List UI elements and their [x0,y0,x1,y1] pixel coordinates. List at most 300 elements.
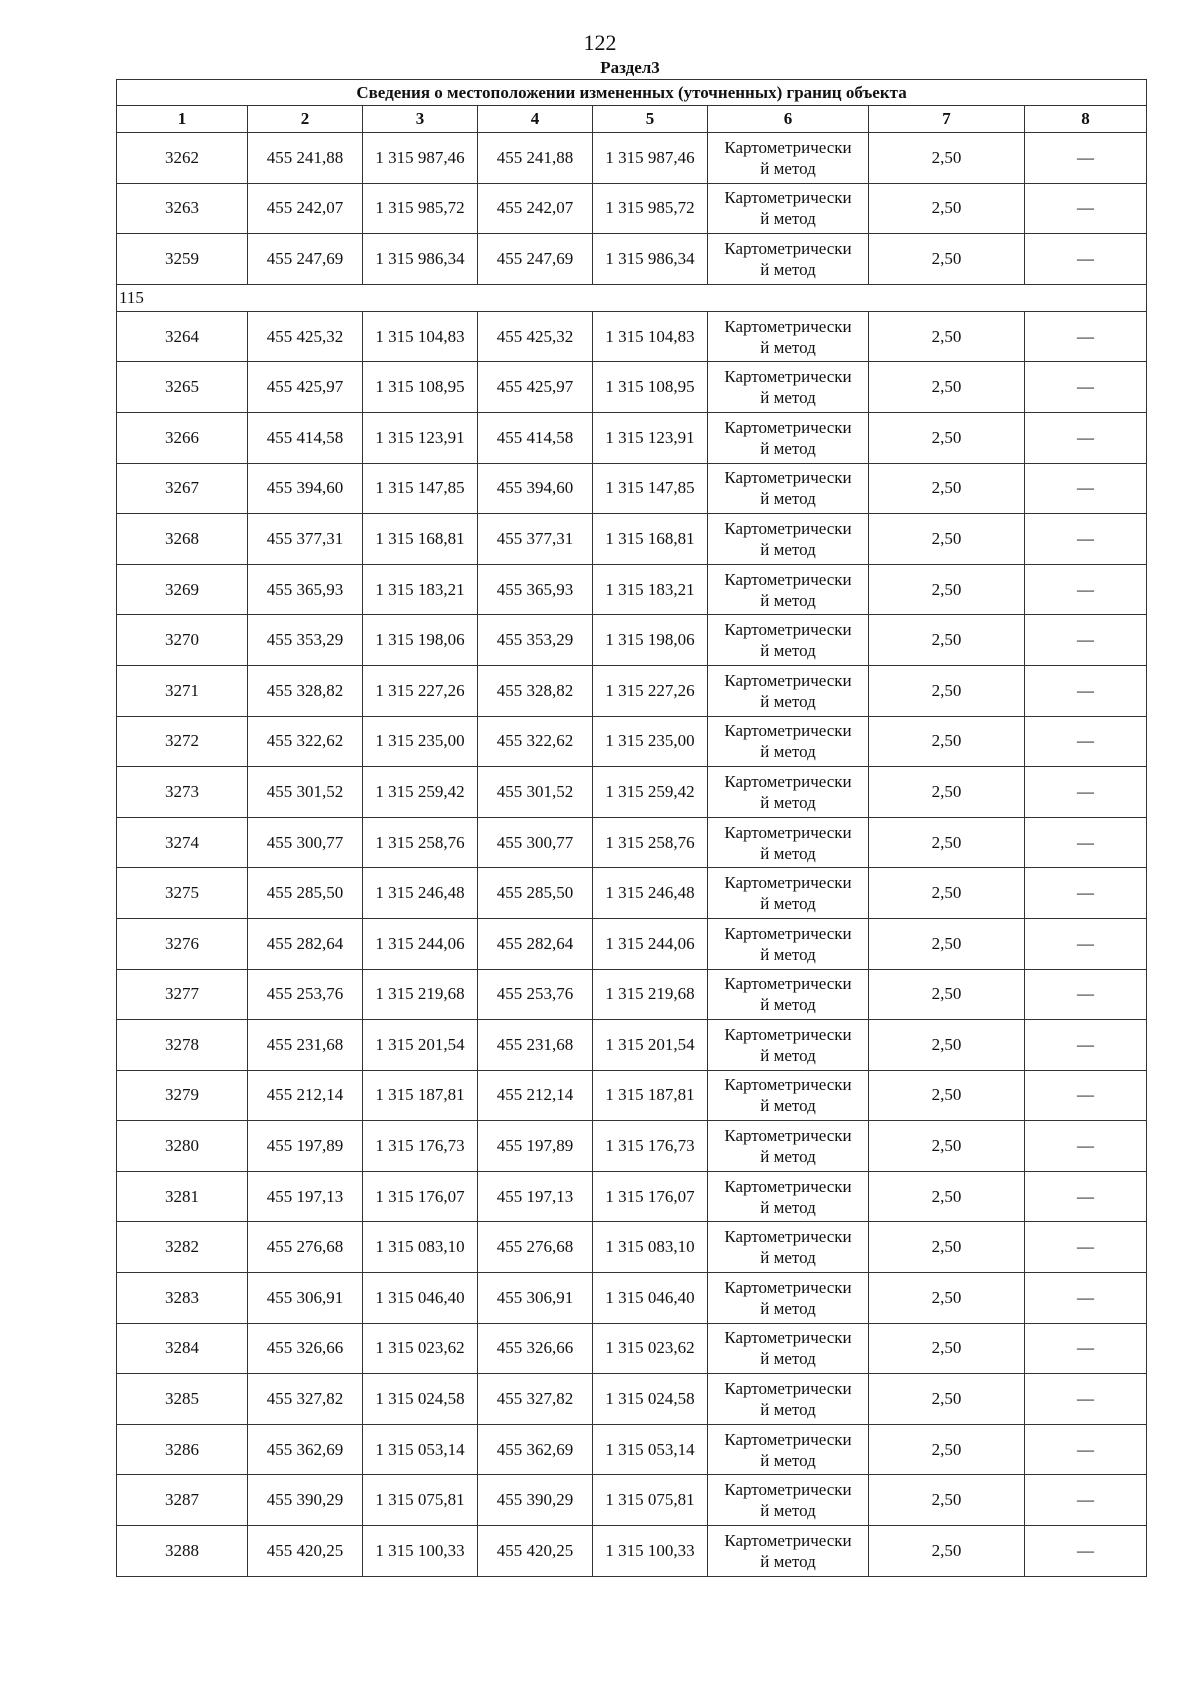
y-coordinate-cell: 1 315 108,95 [363,362,478,413]
y-coordinate-cell: 1 315 258,76 [363,817,478,868]
accuracy-cell: 2,50 [869,234,1025,285]
method-text-line1: Картометрически [724,670,852,690]
method-cell [708,868,869,919]
x-coordinate-cell: 455 414,58 [248,412,363,463]
accuracy-cell: 2,50 [869,1475,1025,1526]
y-coordinate-new-cell: 1 315 183,21 [593,564,708,615]
table-row [117,362,1147,413]
x-coordinate-cell: 455 300,77 [248,817,363,868]
method-cell [708,564,869,615]
accuracy-cell: 2,50 [869,1374,1025,1425]
x-coordinate-cell: 455 276,68 [248,1222,363,1273]
table-row [117,868,1147,919]
description-cell: — [1025,1020,1147,1071]
description-cell: — [1025,1526,1147,1577]
method-text-line2: й метод [760,843,816,863]
description-cell: — [1025,817,1147,868]
x-coordinate-new-cell: 455 377,31 [478,514,593,565]
x-coordinate-new-cell: 455 362,69 [478,1424,593,1475]
y-coordinate-new-cell: 1 315 104,83 [593,311,708,362]
y-coordinate-new-cell: 1 315 123,91 [593,412,708,463]
point-number-cell: 3265 [117,362,248,413]
method-text-line1: Картометрически [724,1328,852,1348]
accuracy-cell: 2,50 [869,1323,1025,1374]
y-coordinate-new-cell: 1 315 259,42 [593,767,708,818]
y-coordinate-cell: 1 315 075,81 [363,1475,478,1526]
method-text-line1: Картометрически [724,620,852,640]
table-row [117,1222,1147,1273]
method-cell [708,311,869,362]
y-coordinate-new-cell: 1 315 176,07 [593,1171,708,1222]
method-text-line2: й метод [760,641,816,661]
method-text-line1: Картометрически [724,771,852,791]
x-coordinate-new-cell: 455 282,64 [478,918,593,969]
table-row [117,665,1147,716]
method-cell [708,918,869,969]
x-coordinate-new-cell: 455 242,07 [478,183,593,234]
table-row [117,133,1147,184]
x-coordinate-cell: 455 326,66 [248,1323,363,1374]
column-header: 3 [363,106,478,133]
x-coordinate-new-cell: 455 241,88 [478,133,593,184]
method-text-line2: й метод [760,1501,816,1521]
x-coordinate-cell: 455 328,82 [248,665,363,716]
description-cell: — [1025,1273,1147,1324]
y-coordinate-cell: 1 315 176,07 [363,1171,478,1222]
method-cell [708,1171,869,1222]
method-text-line1: Картометрически [724,923,852,943]
table-row [117,1374,1147,1425]
accuracy-cell: 2,50 [869,133,1025,184]
method-text-line2: й метод [760,209,816,229]
column-header: 6 [708,106,869,133]
method-text-line1: Картометрически [724,1277,852,1297]
method-text-line2: й метод [760,158,816,178]
y-coordinate-cell: 1 315 183,21 [363,564,478,615]
description-cell: — [1025,1171,1147,1222]
y-coordinate-cell: 1 315 083,10 [363,1222,478,1273]
method-text-line1: Картометрически [724,721,852,741]
coordinates-table [116,79,1147,1577]
method-cell [708,767,869,818]
method-cell [708,1526,869,1577]
y-coordinate-cell: 1 315 259,42 [363,767,478,818]
accuracy-cell: 2,50 [869,1273,1025,1324]
x-coordinate-new-cell: 455 322,62 [478,716,593,767]
point-number-cell: 3284 [117,1323,248,1374]
method-text-line2: й метод [760,1400,816,1420]
method-cell [708,615,869,666]
y-coordinate-new-cell: 1 315 985,72 [593,183,708,234]
method-text-line2: й метод [760,1298,816,1318]
table-row [117,817,1147,868]
y-coordinate-new-cell: 1 315 235,00 [593,716,708,767]
y-coordinate-cell: 1 315 053,14 [363,1424,478,1475]
method-text-line1: Картометрически [724,1530,852,1550]
method-text-line1: Картометрически [724,569,852,589]
method-cell [708,969,869,1020]
table-row [117,311,1147,362]
y-coordinate-cell: 1 315 104,83 [363,311,478,362]
y-coordinate-cell: 1 315 168,81 [363,514,478,565]
x-coordinate-cell: 455 197,13 [248,1171,363,1222]
method-text-line1: Картометрически [724,1480,852,1500]
description-cell: — [1025,362,1147,413]
x-coordinate-new-cell: 455 425,97 [478,362,593,413]
column-header: 4 [478,106,593,133]
group-label: 115 [117,284,1147,311]
accuracy-cell: 2,50 [869,1070,1025,1121]
description-cell: — [1025,918,1147,969]
x-coordinate-new-cell: 455 300,77 [478,817,593,868]
table-title: Сведения о местоположении измененных (уточненных) границ объекта [117,80,1147,106]
method-text-line2: й метод [760,995,816,1015]
y-coordinate-cell: 1 315 985,72 [363,183,478,234]
x-coordinate-new-cell: 455 425,32 [478,311,593,362]
accuracy-cell: 2,50 [869,868,1025,919]
table-row [117,564,1147,615]
point-number-cell: 3287 [117,1475,248,1526]
x-coordinate-cell: 455 285,50 [248,868,363,919]
method-cell [708,514,869,565]
method-cell [708,183,869,234]
accuracy-cell: 2,50 [869,183,1025,234]
description-cell: — [1025,1475,1147,1526]
x-coordinate-cell: 455 322,62 [248,716,363,767]
point-number-cell: 3277 [117,969,248,1020]
method-text-line2: й метод [760,691,816,711]
method-text-line2: й метод [760,894,816,914]
y-coordinate-cell: 1 315 219,68 [363,969,478,1020]
point-number-cell: 3276 [117,918,248,969]
description-cell: — [1025,1424,1147,1475]
method-text-line2: й метод [760,1197,816,1217]
method-text-line1: Картометрически [724,137,852,157]
y-coordinate-new-cell: 1 315 100,33 [593,1526,708,1577]
table-row [117,969,1147,1020]
y-coordinate-cell: 1 315 198,06 [363,615,478,666]
method-text-line1: Картометрически [724,1429,852,1449]
method-text-line2: й метод [760,539,816,559]
y-coordinate-new-cell: 1 315 244,06 [593,918,708,969]
x-coordinate-cell: 455 327,82 [248,1374,363,1425]
point-number-cell: 3259 [117,234,248,285]
table-row [117,1475,1147,1526]
point-number-cell: 3274 [117,817,248,868]
method-text-line1: Картометрически [724,822,852,842]
y-coordinate-new-cell: 1 315 108,95 [593,362,708,413]
point-number-cell: 3269 [117,564,248,615]
point-number-cell: 3271 [117,665,248,716]
table-row [117,1323,1147,1374]
accuracy-cell: 2,50 [869,514,1025,565]
method-text-line1: Картометрически [724,367,852,387]
point-number-cell: 3267 [117,463,248,514]
x-coordinate-new-cell: 455 326,66 [478,1323,593,1374]
method-cell [708,412,869,463]
x-coordinate-new-cell: 455 390,29 [478,1475,593,1526]
method-text-line2: й метод [760,259,816,279]
point-number-cell: 3282 [117,1222,248,1273]
description-cell: — [1025,716,1147,767]
y-coordinate-cell: 1 315 176,73 [363,1121,478,1172]
y-coordinate-cell: 1 315 986,34 [363,234,478,285]
description-cell: — [1025,1374,1147,1425]
x-coordinate-new-cell: 455 394,60 [478,463,593,514]
table-title-row [117,80,1147,106]
method-text-line2: й метод [760,438,816,458]
method-cell [708,1222,869,1273]
method-text-line2: й метод [760,1349,816,1369]
column-header: 2 [248,106,363,133]
point-number-cell: 3286 [117,1424,248,1475]
x-coordinate-new-cell: 455 253,76 [478,969,593,1020]
method-text-line2: й метод [760,1450,816,1470]
x-coordinate-new-cell: 455 353,29 [478,615,593,666]
point-number-cell: 3279 [117,1070,248,1121]
x-coordinate-new-cell: 455 197,13 [478,1171,593,1222]
y-coordinate-new-cell: 1 315 201,54 [593,1020,708,1071]
method-text-line1: Картометрически [724,188,852,208]
description-cell: — [1025,1070,1147,1121]
table-body [117,133,1147,1577]
x-coordinate-new-cell: 455 301,52 [478,767,593,818]
x-coordinate-cell: 455 425,97 [248,362,363,413]
x-coordinate-cell: 455 353,29 [248,615,363,666]
y-coordinate-cell: 1 315 147,85 [363,463,478,514]
method-cell [708,1121,869,1172]
x-coordinate-new-cell: 455 285,50 [478,868,593,919]
x-coordinate-cell: 455 212,14 [248,1070,363,1121]
method-text-line2: й метод [760,792,816,812]
accuracy-cell: 2,50 [869,817,1025,868]
method-cell [708,1020,869,1071]
point-number-cell: 3268 [117,514,248,565]
y-coordinate-cell: 1 315 246,48 [363,868,478,919]
method-text-line1: Картометрически [724,1176,852,1196]
method-cell [708,362,869,413]
accuracy-cell: 2,50 [869,362,1025,413]
point-number-cell: 3273 [117,767,248,818]
method-text-line2: й метод [760,1248,816,1268]
x-coordinate-cell: 455 241,88 [248,133,363,184]
point-number-cell: 3272 [117,716,248,767]
table-row [117,615,1147,666]
method-cell [708,1475,869,1526]
y-coordinate-new-cell: 1 315 083,10 [593,1222,708,1273]
description-cell: — [1025,234,1147,285]
x-coordinate-cell: 455 253,76 [248,969,363,1020]
column-header: 1 [117,106,248,133]
x-coordinate-new-cell: 455 328,82 [478,665,593,716]
description-cell: — [1025,1323,1147,1374]
table-row [117,1424,1147,1475]
table-row [117,1273,1147,1324]
table-row [117,767,1147,818]
description-cell: — [1025,969,1147,1020]
table-header-row [117,106,1147,133]
y-coordinate-cell: 1 315 024,58 [363,1374,478,1425]
y-coordinate-new-cell: 1 315 023,62 [593,1323,708,1374]
table-row [117,716,1147,767]
x-coordinate-cell: 455 394,60 [248,463,363,514]
table-row [117,183,1147,234]
y-coordinate-new-cell: 1 315 147,85 [593,463,708,514]
table-row [117,412,1147,463]
method-cell [708,1374,869,1425]
method-text-line2: й метод [760,944,816,964]
description-cell: — [1025,767,1147,818]
y-coordinate-cell: 1 315 227,26 [363,665,478,716]
y-coordinate-new-cell: 1 315 246,48 [593,868,708,919]
x-coordinate-new-cell: 455 231,68 [478,1020,593,1071]
x-coordinate-new-cell: 455 197,89 [478,1121,593,1172]
description-cell: — [1025,564,1147,615]
x-coordinate-new-cell: 455 420,25 [478,1526,593,1577]
method-text-line1: Картометрически [724,974,852,994]
y-coordinate-cell: 1 315 187,81 [363,1070,478,1121]
method-text-line2: й метод [760,1147,816,1167]
point-number-cell: 3281 [117,1171,248,1222]
method-text-line1: Картометрически [724,417,852,437]
accuracy-cell: 2,50 [869,564,1025,615]
point-number-cell: 3278 [117,1020,248,1071]
description-cell: — [1025,133,1147,184]
x-coordinate-new-cell: 455 414,58 [478,412,593,463]
description-cell: — [1025,1121,1147,1172]
x-coordinate-cell: 455 306,91 [248,1273,363,1324]
y-coordinate-cell: 1 315 123,91 [363,412,478,463]
y-coordinate-new-cell: 1 315 046,40 [593,1273,708,1324]
x-coordinate-new-cell: 455 212,14 [478,1070,593,1121]
method-cell [708,133,869,184]
point-number-cell: 3266 [117,412,248,463]
description-cell: — [1025,463,1147,514]
x-coordinate-new-cell: 455 327,82 [478,1374,593,1425]
y-coordinate-new-cell: 1 315 258,76 [593,817,708,868]
y-coordinate-new-cell: 1 315 219,68 [593,969,708,1020]
point-number-cell: 3270 [117,615,248,666]
method-text-line2: й метод [760,388,816,408]
y-coordinate-new-cell: 1 315 198,06 [593,615,708,666]
method-text-line2: й метод [760,337,816,357]
method-text-line2: й метод [760,489,816,509]
y-coordinate-new-cell: 1 315 168,81 [593,514,708,565]
y-coordinate-new-cell: 1 315 987,46 [593,133,708,184]
method-cell [708,665,869,716]
method-text-line2: й метод [760,742,816,762]
accuracy-cell: 2,50 [869,463,1025,514]
accuracy-cell: 2,50 [869,969,1025,1020]
accuracy-cell: 2,50 [869,716,1025,767]
method-cell [708,1323,869,1374]
description-cell: — [1025,412,1147,463]
table-row [117,918,1147,969]
table-row [117,1171,1147,1222]
table-row [117,234,1147,285]
x-coordinate-new-cell: 455 276,68 [478,1222,593,1273]
method-text-line1: Картометрически [724,873,852,893]
method-text-line2: й метод [760,590,816,610]
description-cell: — [1025,665,1147,716]
y-coordinate-cell: 1 315 244,06 [363,918,478,969]
table-row [117,463,1147,514]
y-coordinate-new-cell: 1 315 075,81 [593,1475,708,1526]
point-number-cell: 3263 [117,183,248,234]
description-cell: — [1025,615,1147,666]
method-cell [708,1424,869,1475]
accuracy-cell: 2,50 [869,1020,1025,1071]
y-coordinate-cell: 1 315 023,62 [363,1323,478,1374]
table-row [117,1020,1147,1071]
y-coordinate-new-cell: 1 315 227,26 [593,665,708,716]
method-text-line1: Картометрически [724,1126,852,1146]
x-coordinate-cell: 455 231,68 [248,1020,363,1071]
method-text-line1: Картометрически [724,238,852,258]
method-text-line1: Картометрически [724,316,852,336]
accuracy-cell: 2,50 [869,665,1025,716]
method-cell [708,1273,869,1324]
column-header: 7 [869,106,1025,133]
accuracy-cell: 2,50 [869,1171,1025,1222]
y-coordinate-cell: 1 315 201,54 [363,1020,478,1071]
accuracy-cell: 2,50 [869,311,1025,362]
table-row [117,1070,1147,1121]
x-coordinate-cell: 455 390,29 [248,1475,363,1526]
description-cell: — [1025,514,1147,565]
x-coordinate-cell: 455 242,07 [248,183,363,234]
x-coordinate-cell: 455 365,93 [248,564,363,615]
y-coordinate-cell: 1 315 046,40 [363,1273,478,1324]
accuracy-cell: 2,50 [869,918,1025,969]
point-number-cell: 3285 [117,1374,248,1425]
x-coordinate-new-cell: 455 247,69 [478,234,593,285]
point-number-cell: 3283 [117,1273,248,1324]
method-text-line1: Картометрически [724,468,852,488]
y-coordinate-new-cell: 1 315 053,14 [593,1424,708,1475]
x-coordinate-cell: 455 282,64 [248,918,363,969]
method-text-line1: Картометрически [724,1075,852,1095]
x-coordinate-cell: 455 197,89 [248,1121,363,1172]
x-coordinate-cell: 455 420,25 [248,1526,363,1577]
description-cell: — [1025,868,1147,919]
y-coordinate-cell: 1 315 987,46 [363,133,478,184]
page-number: 122 [583,30,617,55]
accuracy-cell: 2,50 [869,1526,1025,1577]
description-cell: — [1025,311,1147,362]
y-coordinate-cell: 1 315 235,00 [363,716,478,767]
method-cell [708,817,869,868]
x-coordinate-cell: 455 247,69 [248,234,363,285]
point-number-cell: 3262 [117,133,248,184]
method-text-line2: й метод [760,1096,816,1116]
table-group-row [117,284,1147,311]
column-header: 8 [1025,106,1147,133]
accuracy-cell: 2,50 [869,1424,1025,1475]
method-text-line2: й метод [760,1551,816,1571]
x-coordinate-cell: 455 377,31 [248,514,363,565]
method-cell [708,463,869,514]
method-text-line2: й метод [760,1045,816,1065]
accuracy-cell: 2,50 [869,767,1025,818]
x-coordinate-new-cell: 455 365,93 [478,564,593,615]
description-cell: — [1025,1222,1147,1273]
x-coordinate-cell: 455 362,69 [248,1424,363,1475]
method-cell [708,1070,869,1121]
section-title: Раздел3 [600,58,660,77]
point-number-cell: 3280 [117,1121,248,1172]
x-coordinate-cell: 455 301,52 [248,767,363,818]
